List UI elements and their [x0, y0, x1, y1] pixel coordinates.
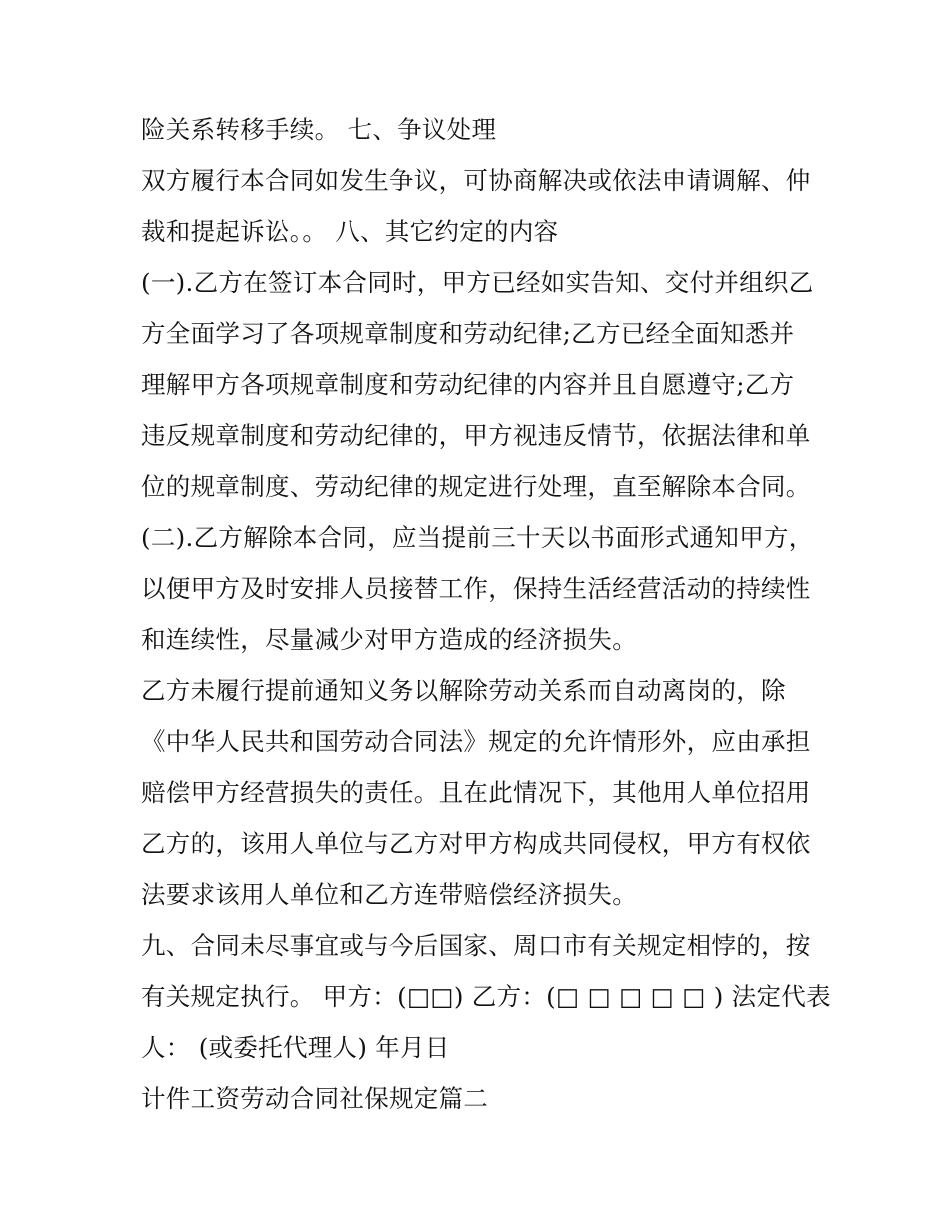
text-line: 人： (或委托代理人) 年月日: [141, 1033, 450, 1062]
text-line: 赔偿甲方经营损失的责任。且在此情况下，其他用人单位招用: [141, 778, 811, 807]
text-line: 和连续性，尽量减少对甲方造成的经济损失。: [141, 625, 637, 654]
text-line: 《中华人民共和国劳动合同法》规定的允许情形外，应由承担: [141, 727, 811, 756]
text-line: 乙方未履行提前通知义务以解除劳动关系而自动离岗的，除: [141, 676, 786, 705]
text-line: 有关规定执行。 甲方：(□□) 乙方：(□ □ □ □ □ ) 法定代表: [141, 982, 831, 1011]
text-line: 方全面学习了各项规章制度和劳动纪律;乙方已经全面知悉并: [141, 319, 795, 348]
text-line: (二).乙方解除本合同，应当提前三十天以书面形式通知甲方，: [141, 523, 814, 552]
text-line: 裁和提起诉讼。。 八、其它约定的内容: [141, 217, 559, 246]
text-line: 法要求该用人单位和乙方连带赔偿经济损失。: [141, 880, 637, 909]
text-line: 九、合同未尽事宜或与今后国家、周口市有关规定相悖的，按: [141, 931, 811, 960]
document-body: [141, 104, 831, 1124]
text-line: (一).乙方在签订本合同时，甲方已经如实告知、交付并组织乙: [141, 268, 814, 297]
text-line: 理解甲方各项规章制度和劳动纪律的内容并且自愿遵守;乙方: [141, 370, 795, 399]
section-heading: 计件工资劳动合同社保规定篇二: [141, 1084, 489, 1113]
text-line: 以便甲方及时安排人员接替工作，保持生活经营活动的持续性: [141, 574, 811, 603]
text-line: 位的规章制度、劳动纪律的规定进行处理，直至解除本合同。: [141, 472, 811, 501]
text-line: 违反规章制度和劳动纪律的，甲方视违反情节，依据法律和单: [141, 421, 811, 450]
text-line: 险关系转移手续。 七、争议处理: [141, 115, 497, 144]
text-line: 乙方的，该用人单位与乙方对甲方构成共同侵权，甲方有权依: [141, 829, 811, 858]
text-line: 双方履行本合同如发生争议，可协商解决或依法申请调解、仲: [141, 166, 811, 195]
